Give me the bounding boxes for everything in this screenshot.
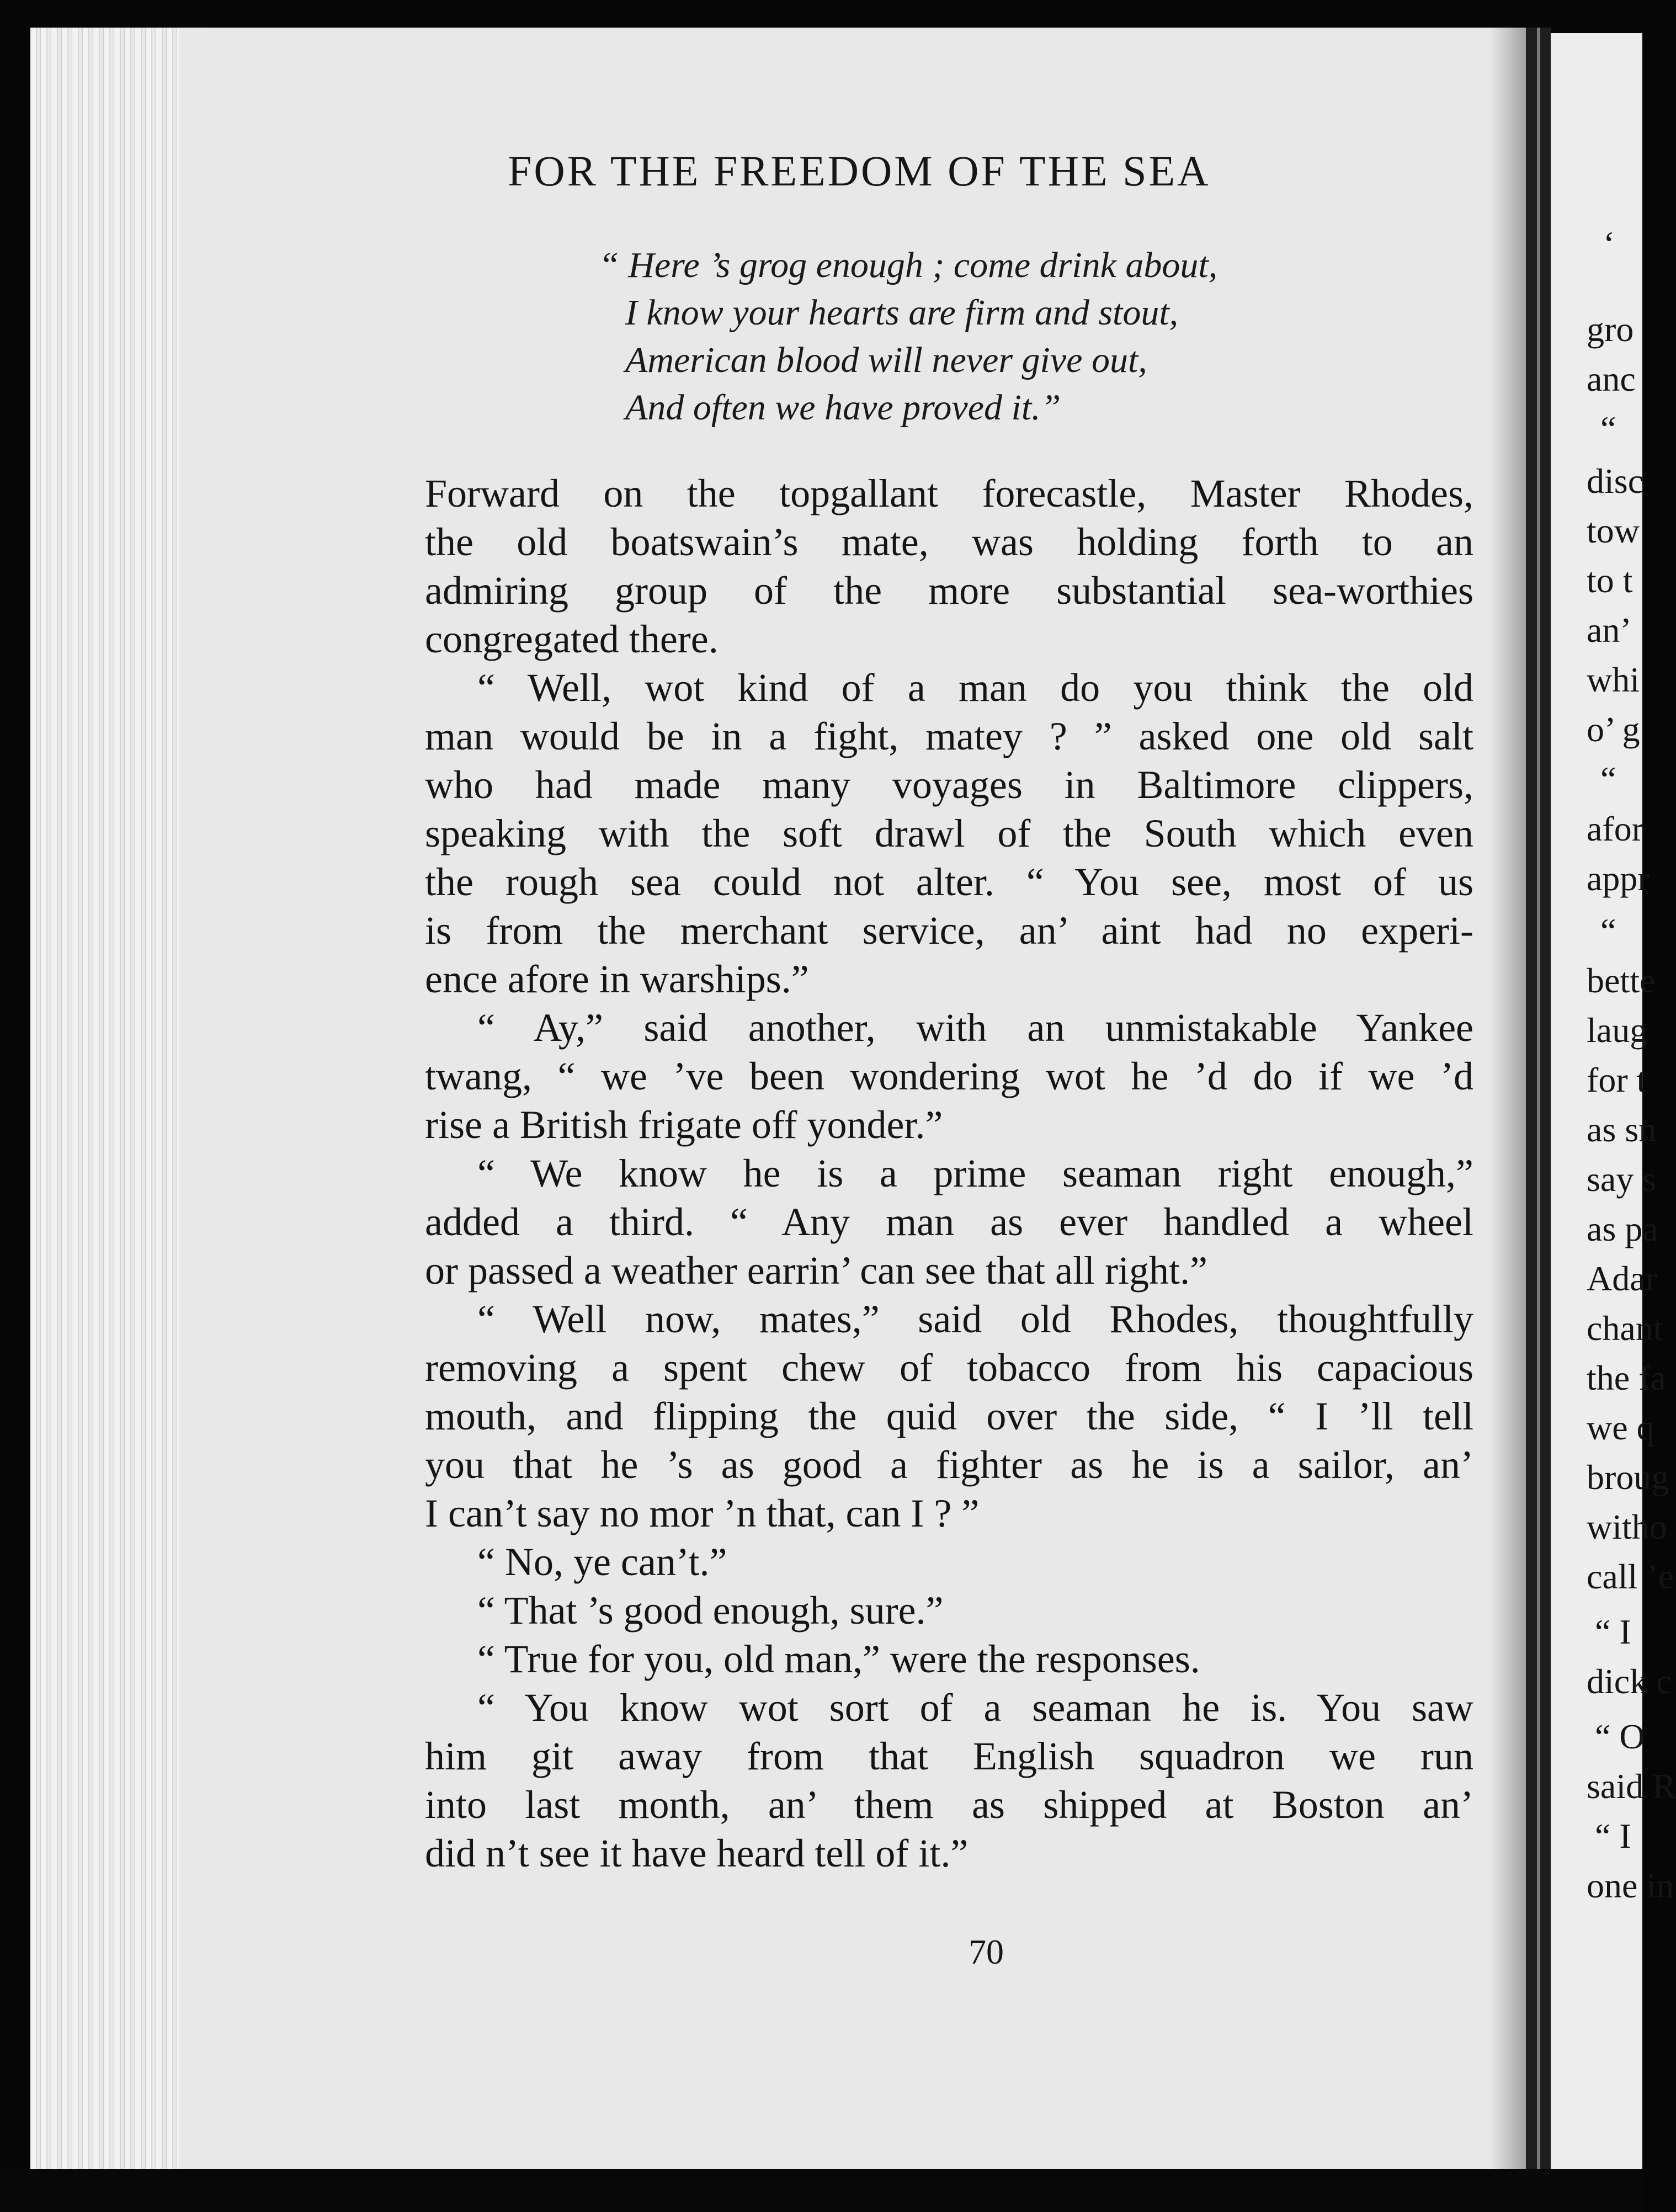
text-line: the old boatswain’s mate, was holding forth to an — [425, 520, 1473, 564]
facing-fragment: call ’e — [1587, 1557, 1674, 1596]
facing-fragment: chant — [1587, 1309, 1663, 1348]
text-line: mouth, and flipping the quid over the side, “ I ’ll tell — [425, 1394, 1473, 1438]
body-text — [425, 469, 1473, 1878]
facing-fragment: afor — [1587, 809, 1644, 848]
facing-fragment: laug — [1587, 1011, 1648, 1050]
facing-fragment: anc — [1587, 359, 1636, 398]
facing-fragment: the fa — [1587, 1358, 1666, 1397]
text-line: “ Well now, mates,” said old Rhodes, thoughtfully — [477, 1297, 1473, 1341]
epigraph-line: “ Here ’s grog enough ; come drink about, — [599, 245, 1218, 285]
text-line: twang, “ we ’ve been wondering wot he ’d do if we ’d — [425, 1054, 1473, 1098]
facing-fragment: disc — [1587, 461, 1644, 501]
text-line: admiring group of the more substantial sea-worthies — [425, 568, 1473, 613]
facing-fragment: witho — [1587, 1507, 1667, 1546]
epigraph — [599, 242, 1217, 432]
page-edges — [30, 28, 190, 2169]
text-line: did n’t see it have heard tell of it.” — [425, 1831, 969, 1875]
facing-fragment: “ I — [1595, 1612, 1631, 1651]
text-line: or passed a weather earrin’ can see that all right.” — [425, 1248, 1207, 1293]
text-line: him git away from that English squadron we run — [425, 1734, 1473, 1778]
facing-fragment: ‘ — [1603, 224, 1615, 263]
film-border-bottom — [0, 2169, 1642, 2212]
epigraph-line: I know your hearts are firm and stout, — [625, 293, 1179, 333]
text-line: who had made many voyages in Baltimore clippers, — [425, 763, 1473, 807]
text-line: “ Well, wot kind of a man do you think the old — [477, 666, 1473, 710]
text-line: added a third. “ Any man as ever handled a wheel — [425, 1200, 1473, 1244]
facing-fragment: bette — [1587, 961, 1656, 1000]
facing-fragment: said R — [1587, 1767, 1676, 1806]
text-line: “ That ’s good enough, sure.” — [477, 1588, 944, 1633]
facing-fragment: as pa — [1587, 1209, 1658, 1248]
facing-fragment: to t — [1587, 561, 1633, 600]
facing-fragment: dick c — [1587, 1662, 1672, 1701]
text-line: speaking with the soft drawl of the South which even — [425, 811, 1473, 855]
text-line: “ You know wot sort of a seaman he is. You saw — [477, 1685, 1473, 1730]
text-line: “ Ay,” said another, with an unmistakable Yankee — [477, 1006, 1473, 1050]
text-line: congregated there. — [425, 617, 719, 661]
text-line: ence afore in warships.” — [425, 957, 809, 1001]
text-line: man would be in a fight, matey ? ” asked one old salt — [425, 714, 1473, 758]
facing-fragment: as sn — [1587, 1110, 1657, 1149]
facing-fragment: o’ g — [1587, 710, 1640, 749]
text-line: into last month, an’ them as shipped at Boston an’ — [425, 1783, 1473, 1827]
facing-fragment: an’ — [1587, 610, 1632, 650]
facing-fragment: we q — [1587, 1408, 1654, 1447]
facing-fragment: “ I — [1595, 1816, 1631, 1855]
facing-fragment: “ O — [1595, 1717, 1645, 1756]
text-line: “ True for you, old man,” were the responses. — [477, 1637, 1200, 1681]
facing-fragment: for t — [1587, 1060, 1647, 1099]
facing-fragment: one in — [1587, 1866, 1674, 1905]
facing-fragment: whi — [1587, 660, 1640, 699]
facing-fragment: gro — [1587, 310, 1634, 349]
facing-fragment: broug — [1587, 1458, 1669, 1497]
gutter-line — [1537, 28, 1540, 2169]
text-line: removing a spent chew of tobacco from his capacious — [425, 1346, 1473, 1390]
facing-fragment: Adar — [1587, 1259, 1657, 1298]
text-line: “ No, ye can’t.” — [477, 1540, 727, 1584]
text-line: “ We know he is a prime seaman right enough,” — [477, 1151, 1473, 1195]
facing-fragment: “ — [1600, 759, 1616, 799]
text-line: Forward on the topgallant forecastle, Master Rhodes, — [425, 471, 1473, 515]
facing-fragment: “ — [1600, 911, 1616, 950]
text-line: you that he ’s as good a fighter as he is a sailor, an’ — [425, 1443, 1473, 1487]
facing-fragment: appr — [1587, 859, 1650, 898]
text-line: the rough sea could not alter. “ You see, most of us — [425, 860, 1473, 904]
facing-fragment: tow — [1587, 511, 1640, 550]
text-line: I can’t say no mor ’n that, can I ? ” — [425, 1491, 980, 1535]
running-head: FOR THE FREEDOM OF THE SEA — [508, 147, 1211, 195]
facing-page — [1551, 33, 1676, 2169]
text-line: rise a British frigate off yonder.” — [425, 1103, 943, 1147]
page-number: 70 — [969, 1932, 1004, 1971]
epigraph-line: And often we have proved it.” — [625, 387, 1061, 428]
binding-shadow — [1490, 28, 1531, 2169]
text-line: is from the merchant service, an’ aint had no experi- — [425, 908, 1473, 953]
facing-fragment: say s — [1587, 1160, 1657, 1199]
facing-fragment: “ — [1600, 409, 1616, 448]
epigraph-line: American blood will never give out, — [625, 340, 1147, 380]
